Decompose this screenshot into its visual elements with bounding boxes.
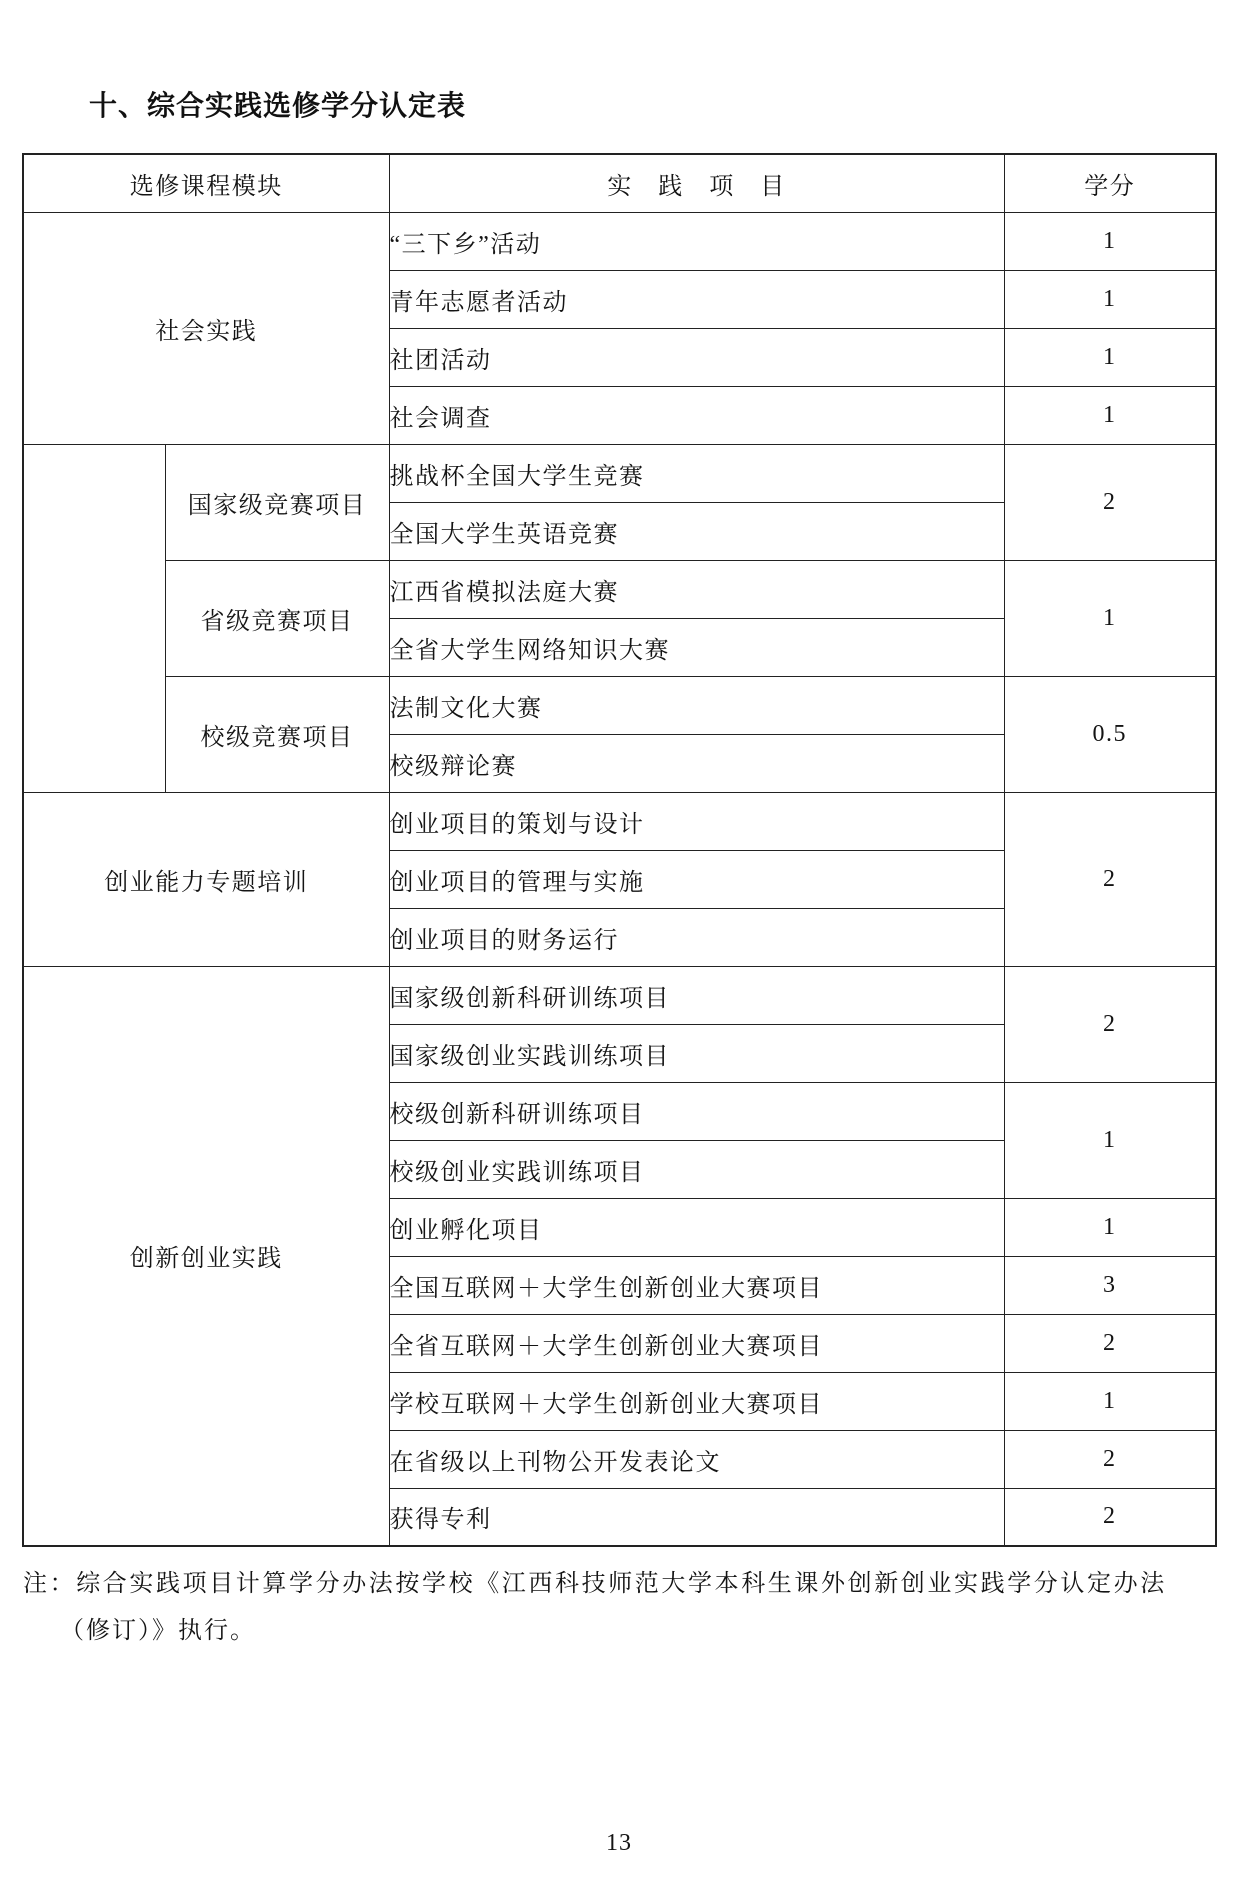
project-cell: 创业项目的策划与设计 — [389, 792, 1004, 850]
project-cell: 在省级以上刊物公开发表论文 — [389, 1430, 1004, 1488]
module-cell-innovation-practice: 创新创业实践 — [23, 966, 389, 1546]
project-cell: 青年志愿者活动 — [389, 270, 1004, 328]
project-cell: 全省互联网＋大学生创新创业大赛项目 — [389, 1314, 1004, 1372]
footnote-line-1: 注：综合实践项目计算学分办法按学校《江西科技师范大学本科生课外创新创业实践学分认定办法 — [23, 1571, 1167, 1597]
project-cell: 创业项目的管理与实施 — [389, 850, 1004, 908]
header-credit: 学分 — [1004, 154, 1216, 212]
header-module: 选修课程模块 — [23, 154, 389, 212]
credit-cell: 0.5 — [1004, 676, 1216, 792]
project-cell: 法制文化大赛 — [389, 676, 1004, 734]
submodule-cell-national-competition: 国家级竞赛项目 — [165, 444, 389, 560]
header-project: 实 践 项 目 — [389, 154, 1004, 212]
credit-cell: 1 — [1004, 1082, 1216, 1198]
module-cell-entrepreneurship-training: 创业能力专题培训 — [23, 792, 389, 966]
project-cell: 挑战杯全国大学生竞赛 — [389, 444, 1004, 502]
project-cell: 创业孵化项目 — [389, 1198, 1004, 1256]
credit-cell: 2 — [1004, 1488, 1216, 1546]
module-cell-social-practice: 社会实践 — [23, 212, 389, 444]
credit-cell: 1 — [1004, 1372, 1216, 1430]
section-title: 十、综合实践选修学分认定表 — [89, 91, 467, 122]
project-cell: 创业项目的财务运行 — [389, 908, 1004, 966]
project-cell: 江西省模拟法庭大赛 — [389, 560, 1004, 618]
project-cell: 全省大学生网络知识大赛 — [389, 618, 1004, 676]
credit-cell: 2 — [1004, 966, 1216, 1082]
table-row — [23, 560, 1216, 618]
project-cell: 校级创新科研训练项目 — [389, 1082, 1004, 1140]
credit-cell: 1 — [1004, 1198, 1216, 1256]
table-header-row — [23, 154, 1216, 212]
table-row — [23, 676, 1216, 734]
credit-cell: 2 — [1004, 1430, 1216, 1488]
project-cell: 学校互联网＋大学生创新创业大赛项目 — [389, 1372, 1004, 1430]
credit-recognition-table — [22, 153, 1217, 1547]
credit-cell: 2 — [1004, 1314, 1216, 1372]
table-row — [23, 444, 1216, 502]
project-cell: 校级创业实践训练项目 — [389, 1140, 1004, 1198]
credit-cell: 1 — [1004, 560, 1216, 676]
footnote — [23, 1561, 1221, 1655]
credit-cell: 1 — [1004, 212, 1216, 270]
project-cell: 社会调查 — [389, 386, 1004, 444]
submodule-cell-provincial-competition: 省级竞赛项目 — [165, 560, 389, 676]
project-cell: 校级辩论赛 — [389, 734, 1004, 792]
project-cell: 全国互联网＋大学生创新创业大赛项目 — [389, 1256, 1004, 1314]
project-cell: 国家级创新科研训练项目 — [389, 966, 1004, 1024]
credit-cell: 2 — [1004, 444, 1216, 560]
credit-cell: 1 — [1004, 328, 1216, 386]
submodule-cell-school-competition: 校级竞赛项目 — [165, 676, 389, 792]
credit-cell: 3 — [1004, 1256, 1216, 1314]
credit-cell: 2 — [1004, 792, 1216, 966]
page-number: 13 — [606, 1830, 632, 1856]
table-row — [23, 966, 1216, 1024]
project-cell: 全国大学生英语竞赛 — [389, 502, 1004, 560]
credit-cell: 1 — [1004, 270, 1216, 328]
credit-cell: 1 — [1004, 386, 1216, 444]
project-cell: 社团活动 — [389, 328, 1004, 386]
project-cell: “三下乡”活动 — [389, 212, 1004, 270]
footnote-line-2: （修订）》执行。 — [60, 1618, 256, 1644]
table-row — [23, 792, 1216, 850]
project-cell: 获得专利 — [389, 1488, 1004, 1546]
project-cell: 国家级创业实践训练项目 — [389, 1024, 1004, 1082]
table-row — [23, 212, 1216, 270]
module-cell-competition-empty — [23, 444, 165, 792]
